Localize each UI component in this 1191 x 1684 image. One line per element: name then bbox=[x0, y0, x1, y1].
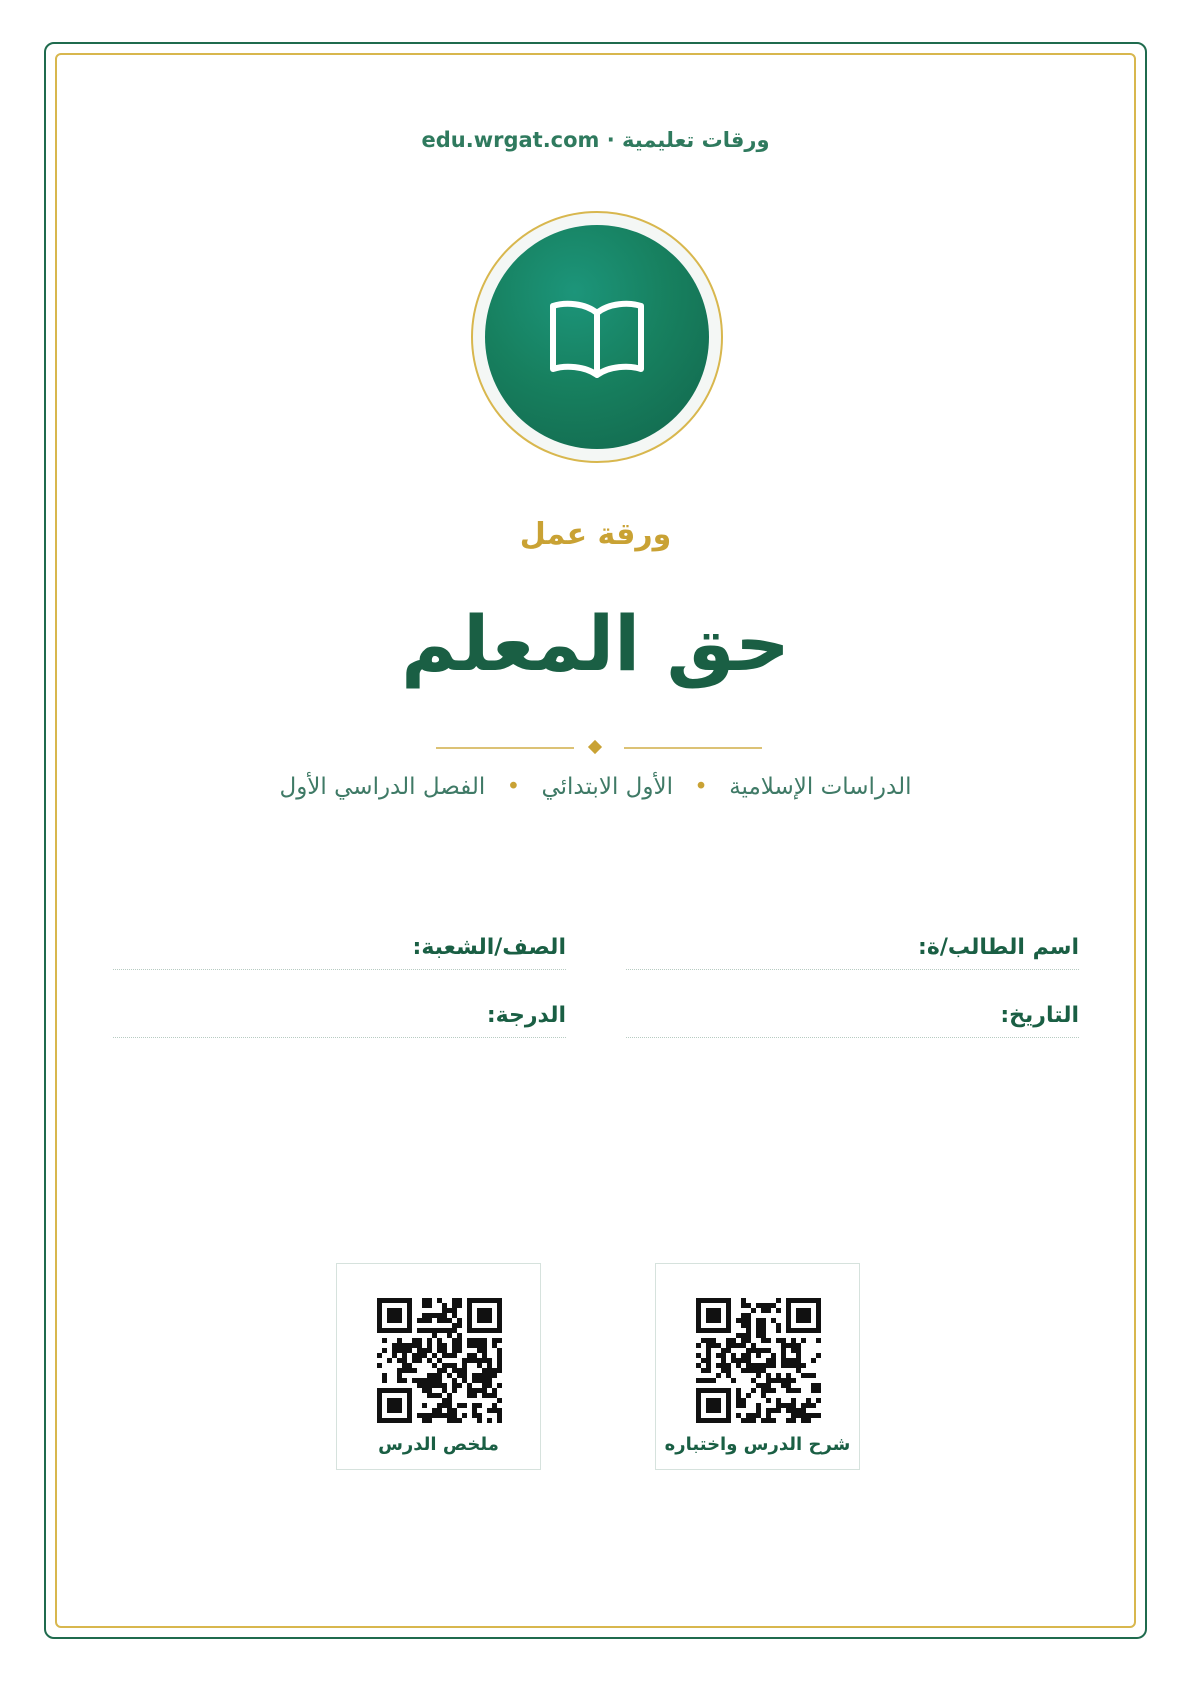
qr-label-explanation: شرح الدرس واختباره bbox=[664, 1434, 851, 1455]
meta-grade: الأول الابتدائي bbox=[541, 774, 673, 800]
qr-card-summary[interactable] bbox=[336, 1263, 541, 1470]
score-field[interactable] bbox=[113, 1003, 566, 1038]
class-section-label: الصف/الشعبة: bbox=[412, 935, 566, 960]
meta-separator: • bbox=[694, 774, 708, 800]
emblem-badge bbox=[485, 225, 709, 449]
student-name-label: اسم الطالب/ة: bbox=[918, 935, 1079, 960]
divider-line-right bbox=[624, 747, 762, 749]
qr-label-summary: ملخص الدرس bbox=[378, 1434, 499, 1455]
meta-term: الفصل الدراسي الأول bbox=[279, 774, 486, 800]
site-header: ورقات تعليمية · edu.wrgat.com bbox=[421, 128, 770, 152]
meta-separator: • bbox=[506, 774, 521, 800]
open-book-icon bbox=[547, 297, 647, 379]
student-name-field[interactable] bbox=[626, 935, 1079, 970]
qr-code-icon bbox=[696, 1298, 821, 1423]
divider-line-left bbox=[436, 747, 574, 749]
worksheet-kicker: ورقة عمل bbox=[519, 517, 672, 552]
date-field[interactable] bbox=[626, 1003, 1079, 1038]
date-label: التاريخ: bbox=[1000, 1003, 1079, 1028]
class-section-field[interactable] bbox=[113, 935, 566, 970]
meta-subject: الدراسات الإسلامية bbox=[729, 774, 912, 800]
score-label: الدرجة: bbox=[486, 1003, 566, 1028]
qr-card-explanation[interactable] bbox=[655, 1263, 860, 1470]
course-meta bbox=[0, 774, 1191, 800]
page-title: حق المعلم bbox=[401, 599, 790, 688]
qr-code-icon bbox=[377, 1298, 502, 1423]
